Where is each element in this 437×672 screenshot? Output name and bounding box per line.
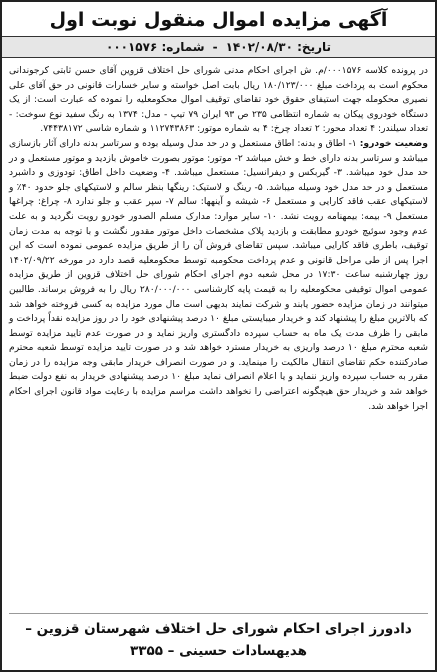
notice-title: آگهی مزایده اموال منقول نوبت اول — [49, 9, 388, 31]
notice-meta — [2, 36, 435, 58]
notice-number: شماره: ۰۰۰۱۵۷۶ — [106, 40, 205, 54]
notice-footer — [9, 613, 428, 662]
notice-date: تاریخ: ۱۴۰۲/۰۸/۳۰ — [225, 40, 332, 54]
paragraph-intro: در پرونده کلاسه ۰۰۰۱۵۷۶/م. ش اجرای احکام مدنی شورای حل اختلاف قزوین آقای حسن ثابتی کرجوندانی محکوم است به پرداخت مبلغ ۱۸۰/۱۲۳/۰۰۰ ریال بابت اصل خواسته و سایر خسارات قانونی در حق آقای علی نصیری محکومله جهت استیفای حقوق خود تقاضای توقیف اموال محکومعلیه را نموده که عبارت است: از یک دستگاه خودروی پیکان به شماره انتظامی ۲۳۵ ص ۹۳ ایران ۷۹ تیپ - مدل: ۱۳۷۴ به رنگ سفید نوع سوخت: - تعداد سیلندر: ۴ تعداد محور: ۲ تعداد چرخ: ۴ به شماره موتور: ۱۱۲۷۴۳۸۶۳ و شماره شاسی ۷۴۴۳۸۱۷۲. — [9, 65, 428, 135]
signature-line-1: دادورز اجرای احکام شورای حل اختلاف شهرستان قزوین – — [25, 621, 412, 637]
meta-separator: - — [212, 40, 218, 54]
notice-body — [9, 64, 428, 414]
vehicle-condition-heading: وضعیت خودرو: — [359, 137, 428, 149]
paragraph-condition: ۱- اطاق و بدنه: اطاق مستعمل و در حد مدل وسیله بوده و سرتاسر بدنه دارای آثار بازسازی میباشد و سرتاسر بدنه دارای خط و خش میباشد ۲- موتور: موتور بصورت خاموش بازدید و موتور مستعمل و در حد مدل خود میباشد. ۳- گیربکس و دیفرانسیل: مستعمل میباشد. ۴- وضعیت داخل اطاق: تودوزی و داشبرد مستعمل و در حد مدل خود وسیله میباشد. ۵- رینگ و لاستیک: رینگها بنظر سالم و لاستیکهای جلو حدود ۴۰٪ و لاستیکهای عقب فاقد کارایی و مستعمل ۶- شیشه و آینهها: سالم ۷- سپر عقب و جلو ندارد ۸- چراغ: چراغها مستعمل ۹- بیمه: بیمهنامه رویت نشد. ۱۰- سایر موارد: مدارک مسلم الصدور خودرو رویت نگردید و به علت عدم وجود سوئیچ خودرو مطابقت و بازدید پلاک مشخصات داخل موتور مقدور نگشت و با توجه به مدت زمان توقیف، باطری فاقد کارایی میباشد. سپس تقاضای فروش آن را از طریق مزایده عمومی نموده است که این اجرا پس از طی مراحل قانونی و عدم پرداخت محکومبه توسط محکومعلیه قصد دارد در مورخه ۱۴۰۲/۰۹/۲۲ روز چهارشنبه ساعت ۱۷:۳۰ در محل شعبه دوم اجرای احکام شورای حل اختلاف قزوین از طریق مزایده عمومی اموال توقیفی محکومعلیه را به قیمت پایه کارشناسی ۲۸۰/۰۰۰/۰۰۰ ریال را به فروش برساند. طالبین میتوانند در زمان مزایده حضور یابند و شرکت نمایند بدیهی است مال مورد مزایده به کسی فروخته خواهد شد که بالاترین مبلغ را پیشنهاد کند و خریدار میبایستی مبلغ ۱۰ درصد پیشنهادی خود را در روز مزایده نقداً پرداخت و مابقی را ظرف مدت یک ماه به حساب سپرده دادگستری واریز نماید و در صورت عدم تایید مزایده توسط شعبه محترم مبلغ ۱۰ درصد واریزی به خریدار مسترد خواهد شد و در صورت تایید مزایده توسط شعبه محترم صادرکننده حکم تقاضای انتقال مالکیت را مینماید. و در صورت انصراف خریدار مابقی وجه مزایده را در زمان مقرر به حساب سپرده واریز ننماید و یا اعلام انصراف نماید مبلغ ۱۰ درصد پیشنهادی خریدار به نفع دولت ضبط خواهد شد و خریدار حق هیچگونه اعتراضی را نخواهد داشت مراسم مزایده با رعایت مواد قانون اجرای احکام اجرا خواهد شد. — [9, 137, 429, 412]
signature-line-2: هدیهسادات حسینی – ۳۳۵۵ — [129, 643, 308, 659]
